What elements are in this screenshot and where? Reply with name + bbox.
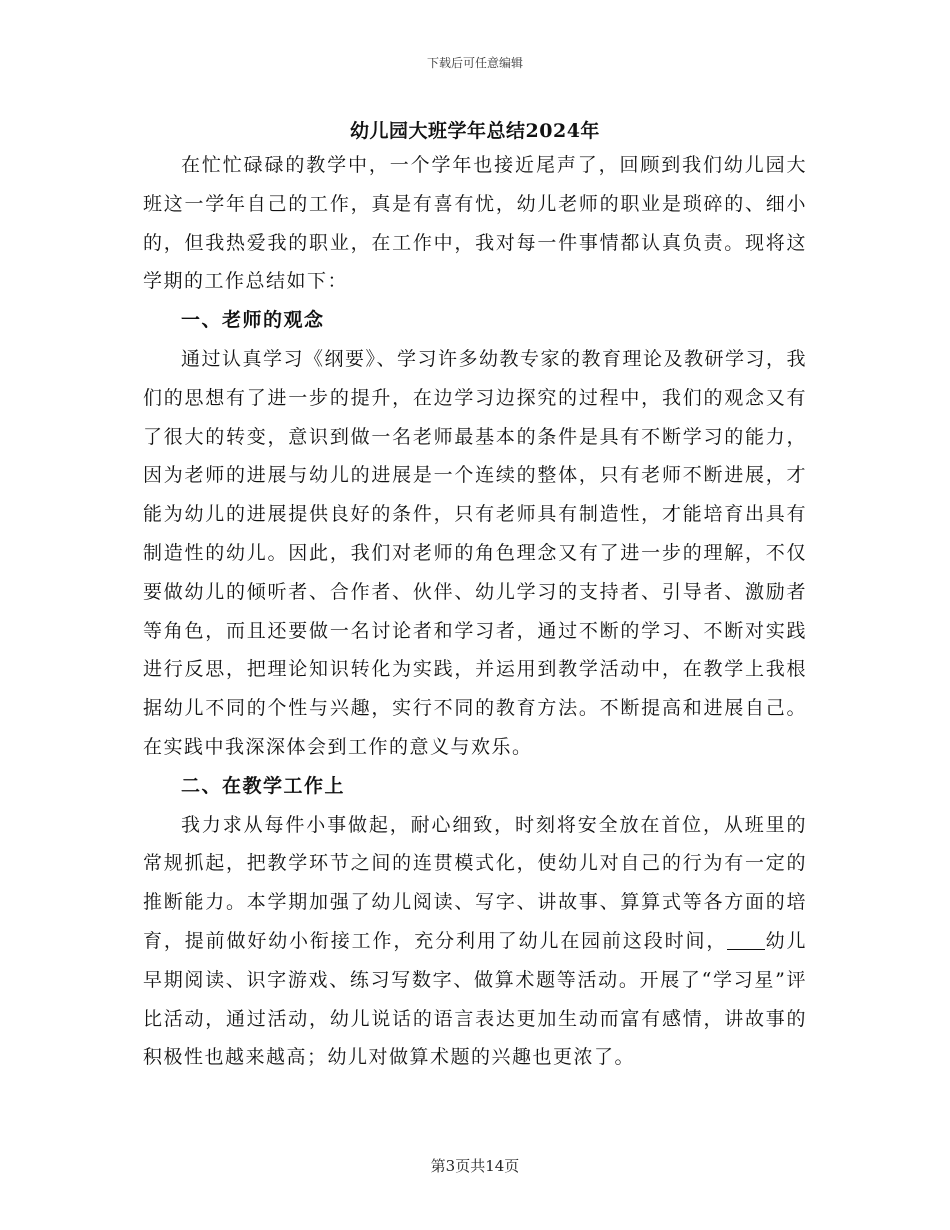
section-paragraph-2 bbox=[143, 806, 807, 1078]
document-title: 幼儿园大班学年总结2024年 bbox=[350, 120, 600, 142]
section-heading-1: 一、老师的观念 bbox=[181, 309, 325, 332]
intro-paragraph: 在忙忙碌碌的教学中，一个学年也接近尾声了，回顾到我们幼儿园大班这一学年自己的工作，真是有喜有忧，幼儿老师的职业是琐碎的、细小的，但我热爱我的职业，在工作中，我对每一件事情都认真负责。现将这学期的工作总结如下： bbox=[143, 154, 807, 293]
fill-in-blank bbox=[727, 930, 765, 950]
document-body bbox=[143, 146, 807, 1077]
section-paragraph-1: 通过认真学习《纲要》、学习许多幼教专家的教育理论及教研学习，我们的思想有了进一步的提升，在边学习边探究的过程中，我们的观念又有了很大的转变，意识到做一名老师最基本的条件是具有不断学习的能力，因为老师的进展与幼儿的进展是一个连续的整体，只有老师不断进展，才能为幼儿的进展提供良好的条件，只有老师具有制造性，才能培育出具有制造性的幼儿。因此，我们对老师的角色理念又有了进一步的理解，不仅要做幼儿的倾听者、合作者、伙伴、幼儿学习的支持者、引导者、激励者等角色，而且还要做一名讨论者和学习者，通过不断的学习、不断对实践进行反思，把理论知识转化为实践，并运用到教学活动中，在教学上我根据幼儿不同的个性与兴趣，实行不同的教育方法。不断提高和进展自己。在实践中我深深体会到工作的意义与欢乐。 bbox=[143, 347, 808, 758]
page-number: 第3页共14页 bbox=[430, 1157, 520, 1175]
header-note: 下载后可任意编辑 bbox=[426, 56, 523, 70]
section-paragraph-2-part-b: 幼儿早期阅读、识字游戏、练习写数字、做算术题等活动。开展了“学习星”评比活动，通过活动，幼儿说话的语言表达更加生动而富有感情，讲故事的积极性也越来越高；幼儿对做算术题的兴趣也更浓了。 bbox=[143, 929, 807, 1069]
section-paragraph-2-part-a: 我力求从每件小事做起，耐心细致，时刻将安全放在首位，从班里的常规抓起，把教学环节之间的连贯模式化，使幼儿对自己的行为有一定的推断能力。本学期加强了幼儿阅读、写字、讲故事、算算式等各方面的培育，提前做好幼小衔接工作，充分利用了幼儿在园前这段时间， bbox=[143, 813, 807, 952]
section-heading-2: 二、在教学工作上 bbox=[181, 774, 346, 797]
